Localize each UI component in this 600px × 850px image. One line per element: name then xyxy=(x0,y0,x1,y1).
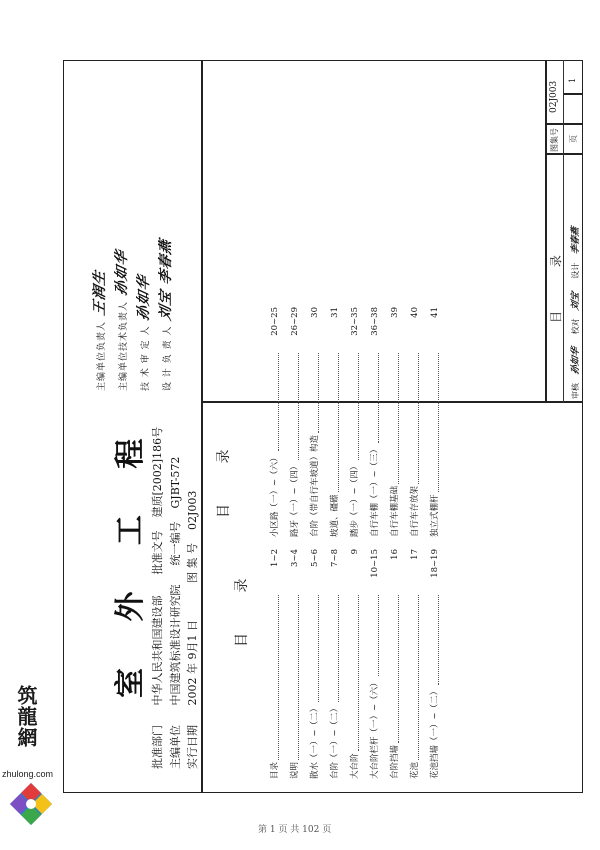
signature: 刘宝 xyxy=(571,291,581,312)
title-block-rule xyxy=(545,154,583,156)
toc-item[interactable]: 路牙（一）~（四） 26~29 xyxy=(290,307,300,537)
atlas-no: 02J003 xyxy=(186,490,199,531)
toc-item[interactable]: 自行车棚基础 39 xyxy=(390,307,400,537)
toc-item[interactable]: 花池 17 xyxy=(410,549,420,779)
toc-heading-1: 目 录 xyxy=(234,560,250,647)
title-block-signoff: 审核 孙如华 校对 刘宝 设计 李春燕 xyxy=(568,227,581,399)
title-block-title: 目 录 xyxy=(549,235,563,323)
atlas-no-label: 图 集 号 xyxy=(186,543,199,584)
approval-dept: 中华人民共和国建设部 xyxy=(151,595,164,706)
toc-item[interactable]: 自行车存放架 40 xyxy=(410,307,420,537)
unified-no-label: 统一编号 xyxy=(169,521,182,566)
toc-item[interactable]: 自行车棚（一）~（三） 36~38 xyxy=(370,307,380,537)
toc-item[interactable]: 小区路（一）~（六） 20~25 xyxy=(270,307,280,537)
approval-row xyxy=(149,427,165,769)
toc-item[interactable]: 大台阶栏杆（一）~（六） 10~15 xyxy=(370,549,380,779)
toc-item[interactable]: 台阶（一）~（二） 7~8 xyxy=(330,549,340,779)
band-divider xyxy=(201,60,203,793)
title-block-atlas-no: 02J003 xyxy=(549,80,559,113)
title-block-page-no: 1 xyxy=(568,77,577,83)
editor: 中国建筑标准设计研究院 xyxy=(169,584,182,706)
signature: 孙如华 xyxy=(136,273,152,322)
toc-item[interactable]: 踏步（一）~（四） 32~35 xyxy=(350,307,360,537)
toc-heading-2: 目 录 xyxy=(216,431,232,518)
toc-item[interactable]: 大台阶 9 xyxy=(350,549,360,779)
toc-item[interactable]: 台阶（带自行车坡道）构造 30 xyxy=(310,307,320,537)
logo-text: 筑龍網 xyxy=(14,685,38,748)
resp-row: 主编单位负责人王润生 xyxy=(89,239,111,391)
toc-left xyxy=(268,549,448,779)
responsibility-block xyxy=(89,239,177,391)
resp-row: 主编单位技术负责人孙如华 xyxy=(111,239,133,391)
signature: 王润生 xyxy=(92,268,108,317)
editor-row xyxy=(167,457,183,769)
title-block-atlas-label: 图集号 xyxy=(550,128,559,152)
approval-doc-label: 批准文号 xyxy=(151,530,164,575)
signature: 李春燕 xyxy=(571,226,581,256)
page-count: 第 1 页 共 102 页 xyxy=(258,825,332,835)
title-block-rule xyxy=(545,124,583,126)
date: 2002 年 9月1 日 xyxy=(186,620,199,706)
signature: 刘宝 李春燕 xyxy=(158,237,174,322)
toc-item[interactable]: 说明 3~4 xyxy=(290,549,300,779)
signature: 孙如华 xyxy=(114,248,130,297)
title-block-rule xyxy=(563,60,564,403)
logo-url: zhulong.com xyxy=(2,769,54,779)
date-label: 实行日期 xyxy=(186,725,199,769)
resp-row: 设 计 负 责 人刘宝 李春燕 xyxy=(155,239,177,391)
resp-row: 技 术 审 定 人孙如华 xyxy=(133,239,155,391)
title-block-page-label: 页 xyxy=(569,135,578,143)
signature: 孙如华 xyxy=(571,346,581,376)
toc-item[interactable]: 独立式棚杆 41 xyxy=(430,307,440,537)
toc-item[interactable]: 目录 1~2 xyxy=(270,549,280,779)
logo-emblem-icon xyxy=(8,781,54,827)
toc-item[interactable]: 坡道、礓礤 31 xyxy=(330,307,340,537)
title-block-rule xyxy=(563,94,583,96)
unified-no: GJBT-572 xyxy=(169,456,182,509)
zhulong-logo xyxy=(2,685,60,825)
rotated-sheet xyxy=(63,60,583,793)
document-title: 室 外 工 程 xyxy=(113,420,148,698)
toc-right xyxy=(268,307,448,537)
editor-label: 主编单位 xyxy=(169,725,182,769)
approval-dept-label: 批准部门 xyxy=(151,725,164,769)
toc-item[interactable]: 台阶挡墙 16 xyxy=(390,549,400,779)
toc-item[interactable]: 花池挡墙（一）~（二） 18~19 xyxy=(430,549,440,779)
toc-item[interactable]: 散水（一）~（二） 5~6 xyxy=(310,549,320,779)
title-block-rule xyxy=(545,60,547,403)
approval-doc: 建质[2002]186号 xyxy=(151,426,164,518)
date-row xyxy=(184,491,200,769)
